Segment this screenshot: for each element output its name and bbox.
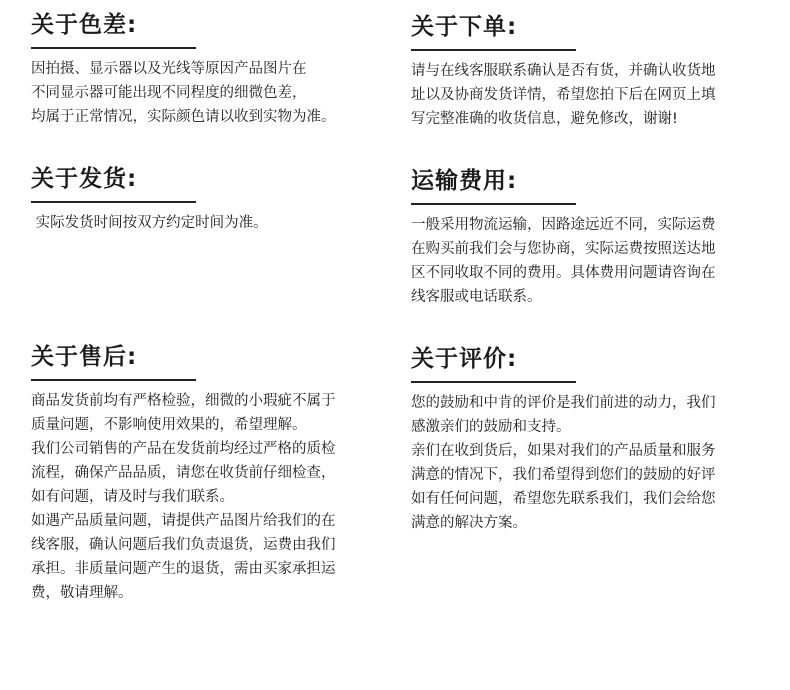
section-title-color-difference: 关于色差:: [31, 12, 138, 38]
body-line: 满意的情况下，我们希望得到您们的鼓励的好评: [411, 467, 716, 483]
body-line: 流程，确保产品品质，请您在收货前仔细检查，: [31, 465, 336, 481]
body-line: 感激亲们的鼓励和支持。: [411, 419, 571, 435]
body-line: 一般采用物流运输，因路途远近不同，实际运费: [411, 217, 716, 233]
body-line: 满意的解决方案。: [411, 515, 527, 531]
body-line: 不同显示器可能出现不同程度的细微色差，: [31, 85, 307, 101]
body-line: 承担。非质量问题产生的退货，需由买家承担运: [31, 561, 336, 577]
section-freight: [411, 166, 716, 309]
section-divider: [31, 47, 196, 49]
body-line: 我们公司销售的产品在发货前均经过严格的质检: [31, 441, 336, 457]
section-divider: [31, 379, 196, 381]
section-title-freight: 运输费用:: [411, 168, 518, 194]
section-body-color-difference: [31, 57, 336, 129]
body-line: 址以及协商发货详情，希望您拍下后在网页上填: [411, 87, 716, 103]
body-line: 线客服，确认问题后我们负责退货，运费由我们: [31, 537, 336, 553]
section-divider: [31, 201, 196, 203]
section-body-review: [411, 391, 716, 535]
section-body-after-sales: [31, 389, 336, 605]
section-title-order: 关于下单:: [411, 14, 518, 40]
body-line: 亲们在收到货后，如果对我们的产品质量和服务: [411, 443, 716, 459]
section-shipping: [31, 164, 268, 235]
body-line: 商品发货前均有严格检验，细微的小瑕疵不属于: [31, 393, 336, 409]
section-body-shipping: [31, 211, 268, 235]
body-line: 在购买前我们会与您协商，实际运费按照送达地: [411, 241, 716, 257]
body-line: 如遇产品质量问题，请提供产品图片给我们的在: [31, 513, 336, 529]
section-divider: [411, 203, 576, 205]
body-line: 如有任何问题，希望您先联系我们，我们会给您: [411, 491, 716, 507]
body-line: 因拍摄、显示器以及光线等原因产品图片在: [31, 61, 307, 77]
body-line: 请与在线客服联系确认是否有货，并确认收货地: [411, 63, 716, 79]
body-line: 均属于正常情况，实际颜色请以收到实物为准。: [31, 109, 336, 125]
body-line: 质量问题，不影响使用效果的，希望理解。: [31, 417, 307, 433]
section-review: [411, 344, 716, 535]
section-divider: [411, 49, 576, 51]
body-line: 您的鼓励和中肯的评价是我们前进的动力，我们: [411, 395, 716, 411]
section-color-difference: [31, 10, 336, 129]
section-title-review: 关于评价:: [411, 346, 518, 372]
body-line: 区不同收取不同的费用。具体费用问题请咨询在: [411, 265, 716, 281]
section-title-shipping: 关于发货:: [31, 166, 138, 192]
section-body-freight: [411, 213, 716, 309]
section-after-sales: [31, 342, 336, 605]
body-line: 如有问题，请及时与我们联系。: [31, 489, 234, 505]
section-title-after-sales: 关于售后:: [31, 344, 138, 370]
body-line: 线客服或电话联系。: [411, 289, 542, 305]
body-line: 写完整准确的收货信息，避免修改，谢谢!: [411, 111, 678, 127]
body-line: 费，敬请理解。: [31, 585, 133, 601]
body-line: 实际发货时间按双方约定时间为准。: [31, 215, 268, 231]
section-body-order: [411, 59, 716, 131]
section-order: [411, 12, 716, 131]
section-divider: [411, 381, 576, 383]
